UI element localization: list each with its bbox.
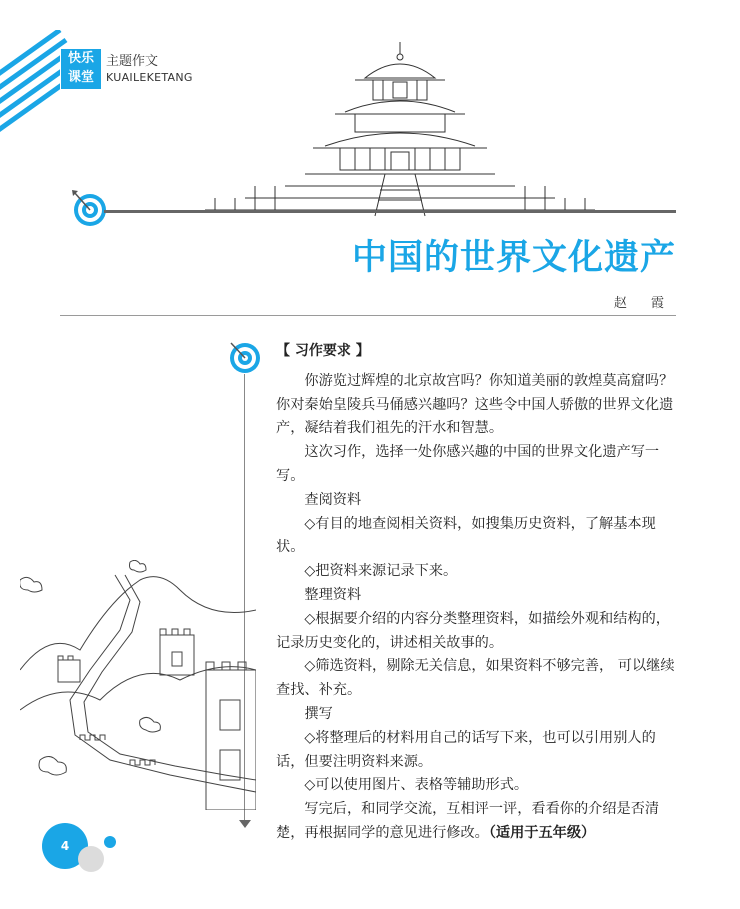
decorative-dot-grey	[78, 846, 104, 872]
target-icon	[228, 340, 262, 374]
great-wall-illustration	[20, 560, 256, 810]
brand-logo	[60, 48, 102, 90]
intro-paragraph-2: 这次习作，选择一处你感兴趣的中国的世界文化遗产写一写。	[276, 444, 660, 484]
closing-paragraph	[276, 798, 678, 846]
organize-item-1: ◇根据要介绍的内容分类整理资料，如描绘外观和结构的，记录历史变化的，讲述相关故事的。	[276, 610, 670, 651]
requirements-heading: 【 习作要求 】	[276, 343, 370, 359]
author-rule	[60, 315, 676, 316]
search-item-1: ◇有目的地查阅相关资料，如搜集历史资料，了解基本现状。	[276, 515, 656, 556]
search-item-2: ◇把资料来源记录下来。	[304, 563, 458, 580]
header-rule	[104, 210, 676, 213]
page-number: 4	[42, 823, 88, 869]
organize-item-2: ◇筛选资料，剔除无关信息，如果资料不够完善， 可以继续查找、补充。	[276, 658, 675, 699]
brand-line-2: 课堂	[67, 70, 94, 85]
target-icon	[70, 188, 110, 228]
section-name: 主题作文	[106, 54, 159, 69]
decorative-dot-blue	[104, 836, 116, 848]
temple-of-heaven-illustration	[205, 40, 595, 218]
section-write-title: 撰写	[304, 705, 333, 722]
brand-line-1: 快乐	[67, 51, 94, 66]
closing-text: 写完后，和同学交流，互相评一评，看看你的介绍是否清楚，再根据同学的意见进行修改。	[276, 801, 660, 841]
intro-paragraph-1: 你游览过辉煌的北京故宫吗？你知道美丽的敦煌莫高窟吗？你对秦始皇陵兵马俑感兴趣吗？这些令中国人骄傲的世界文化遗产，凝结着我们祖先的汗水和智慧。	[276, 372, 674, 437]
section-pinyin: KUAILEKETANG	[106, 71, 193, 84]
write-item-2: ◇可以使用图片、表格等辅助形式。	[304, 777, 529, 794]
section-search-title: 查阅资料	[304, 491, 362, 508]
write-item-1: ◇将整理后的材料用自己的话写下来，也可以引用别人的话，但要注明资料来源。	[276, 729, 656, 770]
grade-label: （适用于五年级）	[488, 824, 596, 841]
section-organize-title: 整理资料	[304, 586, 362, 603]
article-title: 中国的世界文化遗产	[351, 238, 676, 278]
arrow-down-icon	[239, 820, 251, 828]
writing-requirements	[276, 340, 678, 846]
article-author: 赵 霞	[613, 296, 674, 311]
